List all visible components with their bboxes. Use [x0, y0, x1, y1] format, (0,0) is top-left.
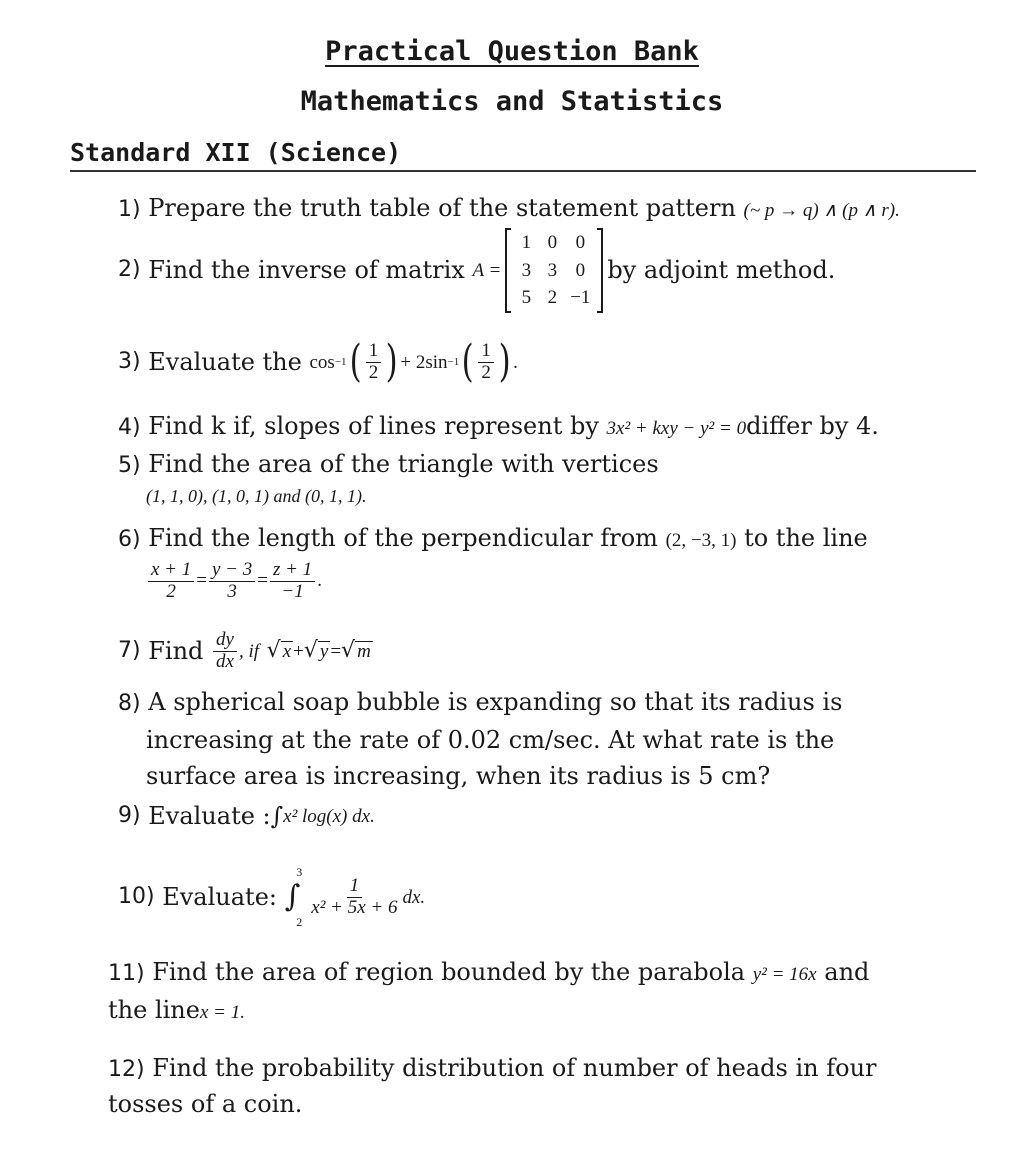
question-11: 11) Find the area of region bounded by the parabola y² = 16x and	[108, 958, 870, 986]
question-2: 2) Find the inverse of matrix A = 1 0 0 3 3 0 5 2 −1 by adjoint method.	[118, 228, 835, 313]
question-8-line-3: surface area is increasing, when its radius is 5 cm?	[146, 762, 771, 790]
question-10: 10) Evaluate: ∫ 3 2 $\frac{1}{\text{x² + 5x + 6}}$ dx.	[118, 865, 426, 929]
page-title: Practical Question Bank	[325, 36, 699, 67]
matrix-a: 1 0 0 3 3 0 5 2 −1	[505, 228, 603, 313]
question-1: 1) Prepare the truth table of the statement pattern (~ p → q) ∧ (p ∧ r).	[118, 194, 900, 222]
question-6-line: $\frac{x + 1}{2}$ = $\frac{y - 3}{3}$ = $\frac{z + 1}{-1}$ .	[146, 560, 322, 603]
question-5: 5) Find the area of the triangle with vertices	[118, 450, 659, 478]
standard-heading: Standard XII (Science)	[70, 138, 402, 167]
question-8: 8) A spherical soap bubble is expanding so that its radius is	[118, 688, 843, 716]
question-12: 12) Find the probability distribution of number of heads in four	[108, 1054, 877, 1082]
question-8-line-2: increasing at the rate of 0.02 cm/sec. At what rate is the	[146, 726, 835, 754]
subject-heading: Mathematics and Statistics	[300, 86, 724, 117]
question-12-line-2: tosses of a coin.	[108, 1090, 303, 1118]
question-11-line-2: the linex = 1.	[108, 996, 245, 1024]
heading-rule	[70, 170, 976, 172]
question-6: 6) Find the length of the perpendicular from (2, −3, 1) to the line	[118, 524, 868, 552]
question-3: 3) Evaluate the cos −1 ( $\frac{1}{2}$ ) + 2sin −1 ( $\frac{1}{2}$ ) .	[118, 336, 518, 387]
question-5-vertices: (1, 1, 0), (1, 0, 1) and (0, 1, 1).	[146, 486, 367, 506]
question-9: 9) Evaluate : ∫ x² log(x) dx.	[118, 802, 375, 830]
question-7: 7) Find $\frac{dy}{dx}$ , if √ x + √ y = √ m	[118, 629, 371, 672]
question-4: 4) Find k if, slopes of lines represent by 3x² + kxy − y² = 0differ by 4.	[118, 412, 879, 440]
